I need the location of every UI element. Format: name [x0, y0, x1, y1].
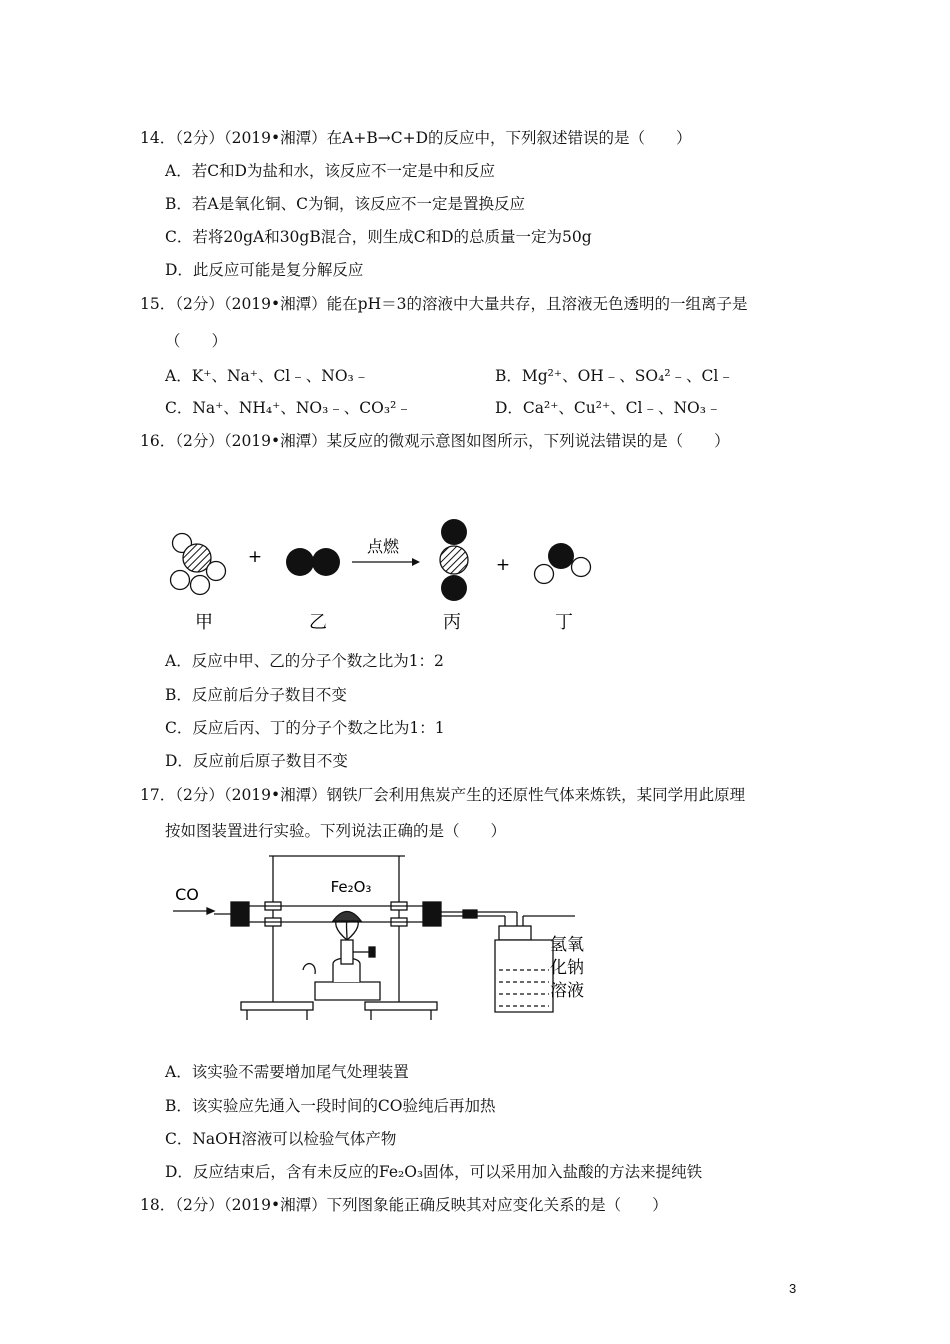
q18-stem: 18．（2分）（2019•湘潭）下列图象能正确反映其对应变化关系的是（ ）	[140, 1196, 668, 1214]
q15-option-d: D．Ca²⁺、Cu²⁺、Cl﹣、NO₃﹣	[495, 399, 722, 417]
burner-base	[315, 982, 380, 1000]
molecule-yi	[286, 548, 340, 576]
q16-stem: 16．（2分）（2019•湘潭）某反应的微观示意图如图所示，下列说法错误的是（ ）	[140, 432, 730, 450]
right-stand-base	[365, 1002, 437, 1010]
molecule-ding	[535, 543, 591, 584]
q14-option-b: B．若A是氧化铜、C为铜，该反应不一定是置换反应	[165, 195, 525, 213]
bottle-stopper	[499, 926, 531, 940]
q15-stem-bracket: （ ）	[165, 332, 228, 350]
q17-option-c: C．NaOH溶液可以检验气体产物	[165, 1130, 397, 1148]
reaction-diagram-svg	[160, 510, 620, 640]
q14-option-a: A．若C和D为盐和水，该反应不一定是中和反应	[165, 162, 495, 180]
naoh-label-line3: 溶液	[550, 981, 584, 1001]
naoh-label-line2: 化钠	[550, 958, 584, 978]
q17-option-a: A．该实验不需要增加尾气处理装置	[165, 1063, 409, 1081]
naoh-label-line1: 氢氧	[550, 935, 584, 955]
q17-option-d: D．反应结束后，含有未反应的Fe₂O₃固体，可以采用加入盐酸的方法来提纯铁	[165, 1163, 703, 1181]
label-ding: 丁	[555, 612, 573, 633]
label-bing: 丙	[443, 612, 461, 633]
burner-tube	[341, 940, 353, 964]
q15-stem: 15．（2分）（2019•湘潭）能在pH＝3的溶液中大量共存，且溶液无色透明的一组离子是	[140, 295, 748, 313]
label-yi: 乙	[309, 612, 327, 633]
label-jia: 甲	[195, 612, 213, 633]
q16-option-d: D．反应前后原子数目不变	[165, 752, 348, 770]
reaction-microscopic-diagram	[160, 510, 620, 640]
q17-option-b: B．该实验应先通入一段时间的CO验纯后再加热	[165, 1097, 496, 1115]
reaction-condition: 点燃	[366, 537, 400, 556]
iron-smelting-apparatus	[165, 852, 595, 1027]
q17-stem-line2: 按如图装置进行实验。下列说法正确的是（ ）	[165, 822, 507, 840]
page-number: 3	[789, 1281, 797, 1296]
naoh-bottle	[495, 940, 553, 1012]
molecule-bing	[440, 519, 468, 601]
co-inlet-arrow	[207, 908, 214, 914]
fe2o3-powder	[333, 912, 361, 922]
plus-sign-1: +	[247, 547, 263, 567]
q16-option-c: C．反应后丙、丁的分子个数之比为1：1	[165, 719, 445, 737]
apparatus-svg	[165, 852, 595, 1027]
reaction-arrow-head	[412, 558, 420, 566]
q14-option-c: C．若将20gA和30gB混合，则生成C和D的总质量一定为50g	[165, 228, 592, 246]
co-label: CO	[175, 885, 199, 904]
plus-sign-2: +	[495, 555, 511, 575]
q17-stem: 17．（2分）（2019•湘潭）钢铁厂会利用焦炭产生的还原性气体来炼铁，某同学用此原理	[140, 786, 746, 804]
q16-option-b: B．反应前后分子数目不变	[165, 686, 347, 704]
fe2o3-label: Fe₂O₃	[330, 878, 372, 896]
q16-option-a: A．反应中甲、乙的分子个数之比为1：2	[165, 652, 444, 670]
q15-option-b: B．Mg²⁺、OH﹣、SO₄²﹣、Cl﹣	[495, 367, 734, 385]
left-stand-base	[241, 1002, 313, 1010]
right-stopper	[423, 902, 441, 926]
left-stopper	[231, 902, 249, 926]
q15-option-c: C．Na⁺、NH₄⁺、NO₃﹣、CO₃²﹣	[165, 399, 412, 417]
molecule-jia	[171, 534, 226, 595]
q14-stem: 14．（2分）（2019•湘潭）在A+B→C+D的反应中，下列叙述错误的是（ ）	[140, 129, 692, 147]
q14-option-d: D．此反应可能是复分解反应	[165, 261, 364, 279]
q15-option-a: A．K⁺、Na⁺、Cl﹣、NO₃﹣	[165, 367, 370, 385]
